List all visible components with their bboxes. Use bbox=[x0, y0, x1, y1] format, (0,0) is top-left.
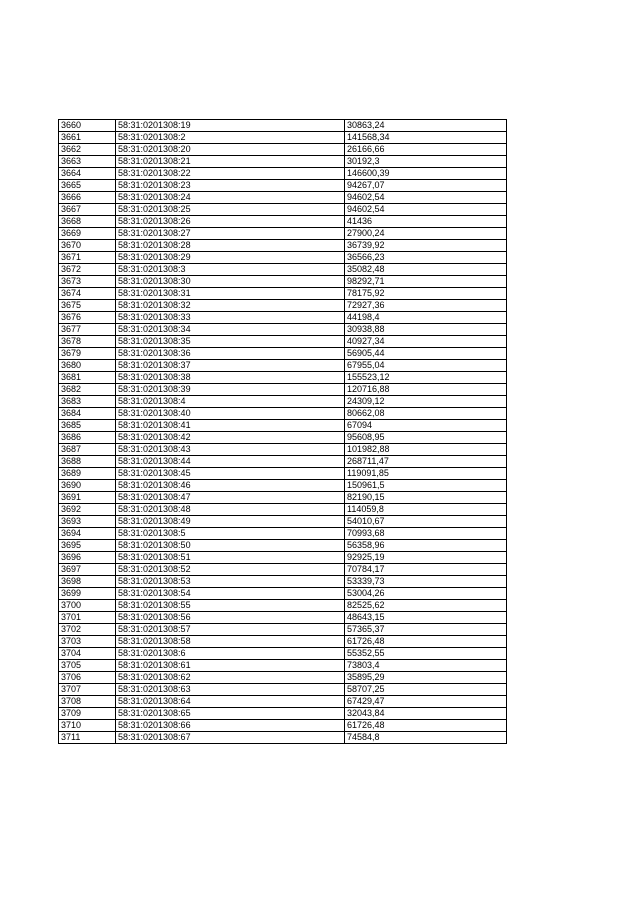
value-cell: 268711,47 bbox=[345, 456, 507, 468]
row-number-cell: 3686 bbox=[59, 432, 116, 444]
row-number-cell: 3697 bbox=[59, 564, 116, 576]
cadastral-number-cell: 58:31:0201308:52 bbox=[116, 564, 345, 576]
value-cell: 40927,34 bbox=[345, 336, 507, 348]
row-number-cell: 3689 bbox=[59, 468, 116, 480]
cadastral-number-cell: 58:31:0201308:27 bbox=[116, 228, 345, 240]
value-cell: 30938,88 bbox=[345, 324, 507, 336]
value-cell: 30192,3 bbox=[345, 156, 507, 168]
row-number-cell: 3668 bbox=[59, 216, 116, 228]
cadastral-number-cell: 58:31:0201308:19 bbox=[116, 120, 345, 132]
table-row bbox=[59, 624, 507, 636]
value-cell: 24309,12 bbox=[345, 396, 507, 408]
table-row bbox=[59, 276, 507, 288]
cadastral-number-cell: 58:31:0201308:50 bbox=[116, 540, 345, 552]
row-number-cell: 3707 bbox=[59, 684, 116, 696]
cadastral-number-cell: 58:31:0201308:46 bbox=[116, 480, 345, 492]
row-number-cell: 3695 bbox=[59, 540, 116, 552]
cadastral-number-cell: 58:31:0201308:61 bbox=[116, 660, 345, 672]
table-row bbox=[59, 240, 507, 252]
value-cell: 53339,73 bbox=[345, 576, 507, 588]
row-number-cell: 3708 bbox=[59, 696, 116, 708]
row-number-cell: 3702 bbox=[59, 624, 116, 636]
row-number-cell: 3690 bbox=[59, 480, 116, 492]
value-cell: 56905,44 bbox=[345, 348, 507, 360]
cadastral-number-cell: 58:31:0201308:5 bbox=[116, 528, 345, 540]
table-row bbox=[59, 180, 507, 192]
cadastral-number-cell: 58:31:0201308:56 bbox=[116, 612, 345, 624]
cadastral-number-cell: 58:31:0201308:21 bbox=[116, 156, 345, 168]
table-row bbox=[59, 672, 507, 684]
cadastral-number-cell: 58:31:0201308:32 bbox=[116, 300, 345, 312]
value-cell: 74584,8 bbox=[345, 732, 507, 744]
row-number-cell: 3665 bbox=[59, 180, 116, 192]
row-number-cell: 3673 bbox=[59, 276, 116, 288]
value-cell: 27900,24 bbox=[345, 228, 507, 240]
row-number-cell: 3711 bbox=[59, 732, 116, 744]
cadastral-number-cell: 58:31:0201308:24 bbox=[116, 192, 345, 204]
table-row bbox=[59, 132, 507, 144]
row-number-cell: 3698 bbox=[59, 576, 116, 588]
cadastral-number-cell: 58:31:0201308:23 bbox=[116, 180, 345, 192]
row-number-cell: 3701 bbox=[59, 612, 116, 624]
row-number-cell: 3666 bbox=[59, 192, 116, 204]
table-row bbox=[59, 192, 507, 204]
table-row bbox=[59, 372, 507, 384]
cadastral-number-cell: 58:31:0201308:41 bbox=[116, 420, 345, 432]
table-row bbox=[59, 144, 507, 156]
table-row bbox=[59, 708, 507, 720]
cadastral-number-cell: 58:31:0201308:4 bbox=[116, 396, 345, 408]
table-row bbox=[59, 336, 507, 348]
cadastral-number-cell: 58:31:0201308:20 bbox=[116, 144, 345, 156]
cadastral-number-cell: 58:31:0201308:30 bbox=[116, 276, 345, 288]
cadastral-number-cell: 58:31:0201308:58 bbox=[116, 636, 345, 648]
value-cell: 92925,19 bbox=[345, 552, 507, 564]
table-body bbox=[59, 120, 507, 744]
value-cell: 70993,68 bbox=[345, 528, 507, 540]
value-cell: 146600,39 bbox=[345, 168, 507, 180]
cadastral-number-cell: 58:31:0201308:40 bbox=[116, 408, 345, 420]
value-cell: 95608,95 bbox=[345, 432, 507, 444]
value-cell: 53004,26 bbox=[345, 588, 507, 600]
row-number-cell: 3706 bbox=[59, 672, 116, 684]
value-cell: 114059,8 bbox=[345, 504, 507, 516]
value-cell: 82525,62 bbox=[345, 600, 507, 612]
row-number-cell: 3691 bbox=[59, 492, 116, 504]
cadastral-number-cell: 58:31:0201308:62 bbox=[116, 672, 345, 684]
value-cell: 36739,92 bbox=[345, 240, 507, 252]
row-number-cell: 3663 bbox=[59, 156, 116, 168]
cadastral-number-cell: 58:31:0201308:34 bbox=[116, 324, 345, 336]
row-number-cell: 3660 bbox=[59, 120, 116, 132]
row-number-cell: 3680 bbox=[59, 360, 116, 372]
row-number-cell: 3664 bbox=[59, 168, 116, 180]
cadastral-number-cell: 58:31:0201308:37 bbox=[116, 360, 345, 372]
table-row bbox=[59, 120, 507, 132]
row-number-cell: 3684 bbox=[59, 408, 116, 420]
value-cell: 41436 bbox=[345, 216, 507, 228]
value-cell: 72927,36 bbox=[345, 300, 507, 312]
cadastral-number-cell: 58:31:0201308:51 bbox=[116, 552, 345, 564]
table-row bbox=[59, 696, 507, 708]
table-row bbox=[59, 288, 507, 300]
value-cell: 98292,71 bbox=[345, 276, 507, 288]
table-row bbox=[59, 324, 507, 336]
value-cell: 67094 bbox=[345, 420, 507, 432]
cadastral-number-cell: 58:31:0201308:39 bbox=[116, 384, 345, 396]
value-cell: 94602,54 bbox=[345, 204, 507, 216]
cadastral-number-cell: 58:31:0201308:42 bbox=[116, 432, 345, 444]
value-cell: 94267,07 bbox=[345, 180, 507, 192]
table-row bbox=[59, 444, 507, 456]
table-row bbox=[59, 360, 507, 372]
row-number-cell: 3699 bbox=[59, 588, 116, 600]
value-cell: 35082,48 bbox=[345, 264, 507, 276]
cadastral-number-cell: 58:31:0201308:54 bbox=[116, 588, 345, 600]
value-cell: 54010,67 bbox=[345, 516, 507, 528]
cadastral-number-cell: 58:31:0201308:2 bbox=[116, 132, 345, 144]
row-number-cell: 3700 bbox=[59, 600, 116, 612]
table-row bbox=[59, 156, 507, 168]
table-row bbox=[59, 720, 507, 732]
cadastral-number-cell: 58:31:0201308:35 bbox=[116, 336, 345, 348]
table-row bbox=[59, 528, 507, 540]
cadastral-number-cell: 58:31:0201308:66 bbox=[116, 720, 345, 732]
value-cell: 56358,96 bbox=[345, 540, 507, 552]
row-number-cell: 3693 bbox=[59, 516, 116, 528]
table-row bbox=[59, 540, 507, 552]
cadastral-number-cell: 58:31:0201308:65 bbox=[116, 708, 345, 720]
table-row bbox=[59, 300, 507, 312]
table-row bbox=[59, 564, 507, 576]
row-number-cell: 3683 bbox=[59, 396, 116, 408]
value-cell: 30863,24 bbox=[345, 120, 507, 132]
value-cell: 48643,15 bbox=[345, 612, 507, 624]
table-row bbox=[59, 600, 507, 612]
value-cell: 120716,88 bbox=[345, 384, 507, 396]
row-number-cell: 3672 bbox=[59, 264, 116, 276]
cadastral-number-cell: 58:31:0201308:64 bbox=[116, 696, 345, 708]
row-number-cell: 3682 bbox=[59, 384, 116, 396]
table-row bbox=[59, 660, 507, 672]
table-row bbox=[59, 576, 507, 588]
value-cell: 82190,15 bbox=[345, 492, 507, 504]
table-row bbox=[59, 636, 507, 648]
table-row bbox=[59, 312, 507, 324]
cadastral-number-cell: 58:31:0201308:45 bbox=[116, 468, 345, 480]
table-row bbox=[59, 216, 507, 228]
table-row bbox=[59, 420, 507, 432]
table-row bbox=[59, 384, 507, 396]
row-number-cell: 3709 bbox=[59, 708, 116, 720]
value-cell: 101982,88 bbox=[345, 444, 507, 456]
row-number-cell: 3696 bbox=[59, 552, 116, 564]
row-number-cell: 3710 bbox=[59, 720, 116, 732]
table-row bbox=[59, 252, 507, 264]
value-cell: 67955,04 bbox=[345, 360, 507, 372]
cadastral-number-cell: 58:31:0201308:43 bbox=[116, 444, 345, 456]
value-cell: 44198,4 bbox=[345, 312, 507, 324]
table-row bbox=[59, 504, 507, 516]
cadastral-number-cell: 58:31:0201308:48 bbox=[116, 504, 345, 516]
row-number-cell: 3661 bbox=[59, 132, 116, 144]
table-row bbox=[59, 588, 507, 600]
cadastral-number-cell: 58:31:0201308:49 bbox=[116, 516, 345, 528]
cadastral-number-cell: 58:31:0201308:29 bbox=[116, 252, 345, 264]
table-row bbox=[59, 552, 507, 564]
cadastral-number-cell: 58:31:0201308:53 bbox=[116, 576, 345, 588]
cadastral-number-cell: 58:31:0201308:3 bbox=[116, 264, 345, 276]
cadastral-number-cell: 58:31:0201308:57 bbox=[116, 624, 345, 636]
value-cell: 32043,84 bbox=[345, 708, 507, 720]
table-row bbox=[59, 492, 507, 504]
value-cell: 58707,25 bbox=[345, 684, 507, 696]
value-cell: 36566,23 bbox=[345, 252, 507, 264]
value-cell: 57365,37 bbox=[345, 624, 507, 636]
cadastral-number-cell: 58:31:0201308:44 bbox=[116, 456, 345, 468]
value-cell: 78175,92 bbox=[345, 288, 507, 300]
value-cell: 55352,55 bbox=[345, 648, 507, 660]
row-number-cell: 3670 bbox=[59, 240, 116, 252]
value-cell: 35895,29 bbox=[345, 672, 507, 684]
row-number-cell: 3694 bbox=[59, 528, 116, 540]
cadastral-number-cell: 58:31:0201308:38 bbox=[116, 372, 345, 384]
row-number-cell: 3669 bbox=[59, 228, 116, 240]
row-number-cell: 3677 bbox=[59, 324, 116, 336]
row-number-cell: 3692 bbox=[59, 504, 116, 516]
table-row bbox=[59, 228, 507, 240]
table-row bbox=[59, 732, 507, 744]
value-cell: 67429,47 bbox=[345, 696, 507, 708]
value-cell: 73803,4 bbox=[345, 660, 507, 672]
value-cell: 61726,48 bbox=[345, 636, 507, 648]
row-number-cell: 3671 bbox=[59, 252, 116, 264]
cadastral-number-cell: 58:31:0201308:47 bbox=[116, 492, 345, 504]
table-row bbox=[59, 468, 507, 480]
cadastral-number-cell: 58:31:0201308:6 bbox=[116, 648, 345, 660]
row-number-cell: 3676 bbox=[59, 312, 116, 324]
row-number-cell: 3703 bbox=[59, 636, 116, 648]
row-number-cell: 3667 bbox=[59, 204, 116, 216]
table-row bbox=[59, 480, 507, 492]
table-row bbox=[59, 168, 507, 180]
cadastral-number-cell: 58:31:0201308:36 bbox=[116, 348, 345, 360]
value-cell: 61726,48 bbox=[345, 720, 507, 732]
table-row bbox=[59, 432, 507, 444]
cadastral-number-cell: 58:31:0201308:63 bbox=[116, 684, 345, 696]
cadastral-number-cell: 58:31:0201308:31 bbox=[116, 288, 345, 300]
table-row bbox=[59, 684, 507, 696]
row-number-cell: 3687 bbox=[59, 444, 116, 456]
cadastral-number-cell: 58:31:0201308:33 bbox=[116, 312, 345, 324]
value-cell: 80662,08 bbox=[345, 408, 507, 420]
row-number-cell: 3679 bbox=[59, 348, 116, 360]
table-row bbox=[59, 264, 507, 276]
row-number-cell: 3674 bbox=[59, 288, 116, 300]
value-cell: 150961,5 bbox=[345, 480, 507, 492]
table-row bbox=[59, 648, 507, 660]
table-row bbox=[59, 408, 507, 420]
row-number-cell: 3681 bbox=[59, 372, 116, 384]
value-cell: 26166,66 bbox=[345, 144, 507, 156]
value-cell: 70784,17 bbox=[345, 564, 507, 576]
cadastral-number-cell: 58:31:0201308:28 bbox=[116, 240, 345, 252]
table-row bbox=[59, 612, 507, 624]
value-cell: 94602,54 bbox=[345, 192, 507, 204]
row-number-cell: 3705 bbox=[59, 660, 116, 672]
row-number-cell: 3675 bbox=[59, 300, 116, 312]
cadastral-number-cell: 58:31:0201308:22 bbox=[116, 168, 345, 180]
row-number-cell: 3662 bbox=[59, 144, 116, 156]
table-row bbox=[59, 456, 507, 468]
table-row bbox=[59, 516, 507, 528]
cadastral-number-cell: 58:31:0201308:25 bbox=[116, 204, 345, 216]
cadastral-number-cell: 58:31:0201308:26 bbox=[116, 216, 345, 228]
data-table bbox=[58, 119, 507, 744]
table-row bbox=[59, 204, 507, 216]
value-cell: 141568,34 bbox=[345, 132, 507, 144]
row-number-cell: 3704 bbox=[59, 648, 116, 660]
cadastral-number-cell: 58:31:0201308:67 bbox=[116, 732, 345, 744]
cadastral-number-cell: 58:31:0201308:55 bbox=[116, 600, 345, 612]
row-number-cell: 3685 bbox=[59, 420, 116, 432]
value-cell: 155523,12 bbox=[345, 372, 507, 384]
table-row bbox=[59, 348, 507, 360]
value-cell: 119091,85 bbox=[345, 468, 507, 480]
row-number-cell: 3688 bbox=[59, 456, 116, 468]
row-number-cell: 3678 bbox=[59, 336, 116, 348]
table-row bbox=[59, 396, 507, 408]
